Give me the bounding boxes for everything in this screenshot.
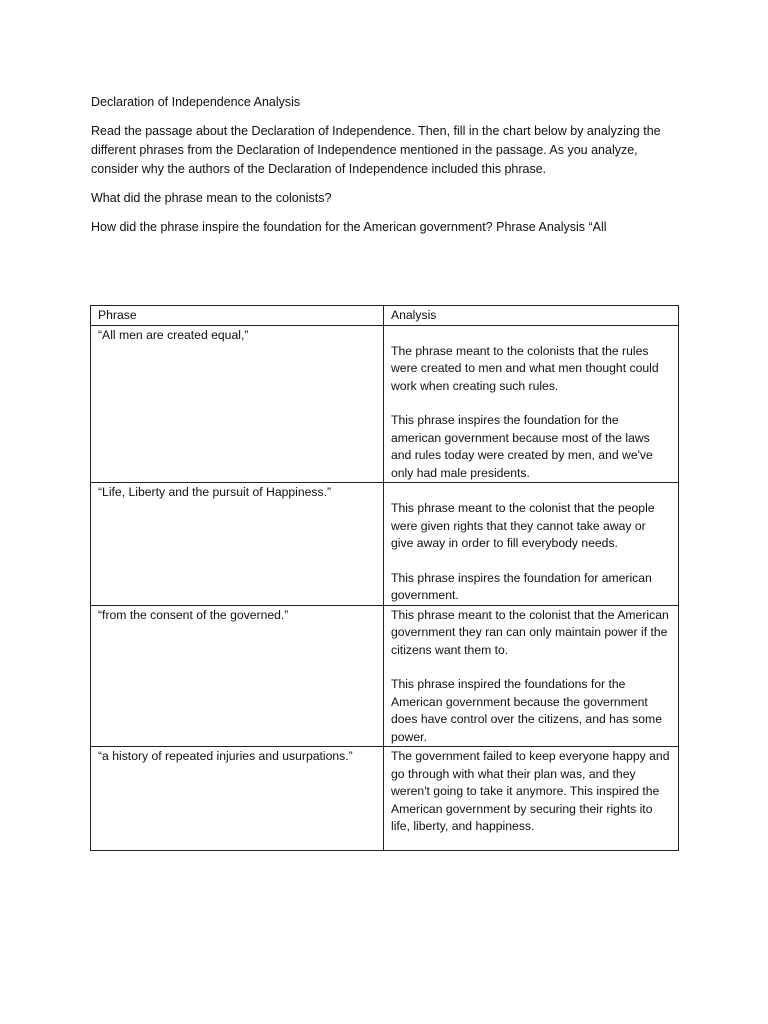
analysis-cell (384, 747, 679, 851)
analysis-cell (384, 605, 679, 747)
table-row (91, 605, 679, 747)
phrase-text: “a history of repeated injuries and usurpations.” (98, 749, 353, 763)
analysis-foundation-text: This phrase inspires the foundation for american government. (391, 570, 652, 602)
table-row (91, 325, 679, 483)
analysis-meaning-text: The government failed to keep everyone happy and go through with what their plan was, and they weren't going to take it anymore. This inspired the American government by securing their rights ito life, liberty, and happiness. (391, 749, 670, 833)
analysis-cell (384, 483, 679, 606)
table-row (91, 483, 679, 606)
header-phrase: Phrase (91, 306, 384, 326)
analysis-foundation-text: This phrase inspires the foundation for the american government because most of the laws and rules today were created by men, and we've only had male presidents. (391, 413, 653, 480)
phrase-cell (91, 325, 384, 483)
phrase-text: “All men are created equal,” (98, 327, 249, 342)
analysis-table (90, 305, 679, 851)
table-row (91, 747, 679, 851)
phrase-text: “from the consent of the governed.” (98, 607, 289, 622)
document-title: Declaration of Independence Analysis (91, 95, 301, 109)
instructions-paragraph: Read the passage about the Declaration of Independence. Then, fill in the chart below by analyzing the different phrases from the Declaration of Independence mentioned in the passage. As you analyze, consider why the authors of the Declaration of Independence included this phrase. (91, 124, 661, 176)
header-analysis: Analysis (384, 306, 679, 326)
analysis-meaning-text: This phrase meant to the colonist that the American government they ran can only maintain power if the citizens want them to. (391, 607, 669, 657)
analysis-meaning-text: This phrase meant to the colonist that the people were given rights that they cannot take away or give away in order to fill everybody needs. (391, 501, 655, 550)
phrase-text: “Life, Liberty and the pursuit of Happiness.” (98, 485, 332, 499)
phrase-cell (91, 605, 384, 747)
analysis-cell (384, 325, 679, 483)
question-meaning: What did the phrase mean to the colonists? (91, 191, 332, 205)
analysis-meaning-text: The phrase meant to the colonists that the rules were created to men and what men thought could work when creating such rules. (391, 343, 659, 393)
analysis-foundation-text: This phrase inspired the foundations for the American government because the government does have control over the citizens, and has some power. (391, 677, 662, 744)
question-foundation: How did the phrase inspire the foundation for the American government? Phrase Analysis “All (91, 220, 607, 234)
table-header-row (91, 306, 679, 326)
phrase-cell (91, 483, 384, 606)
phrase-cell (91, 747, 384, 851)
